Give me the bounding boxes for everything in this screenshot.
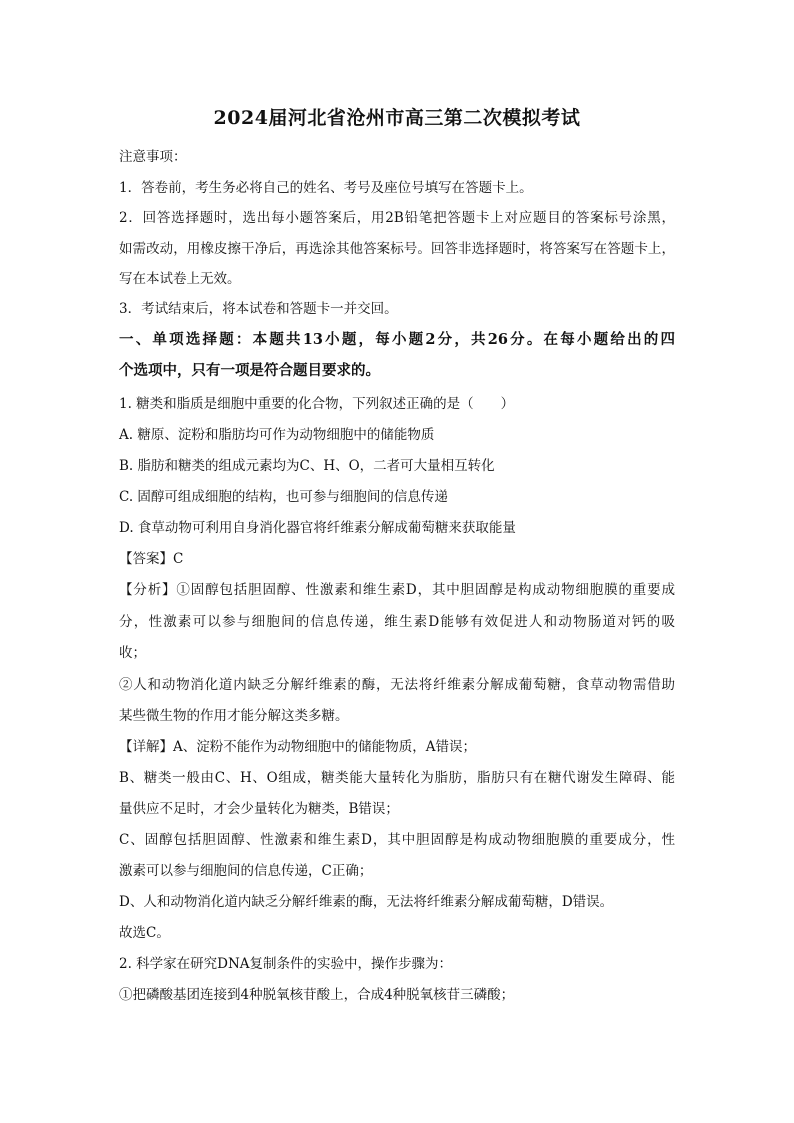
notice-item: 2．回答选择题时，选出每小题答案后，用2B铅笔把答题卡上对应题目的答案标号涂黑， xyxy=(119,210,675,226)
question-stem: 1. 糖类和脂质是细胞中重要的化合物，下列叙述正确的是（ ） xyxy=(119,396,515,412)
analysis-line: 收； xyxy=(119,645,146,661)
analysis-line: 某些微生物的作用才能分解这类多糖。 xyxy=(119,708,349,724)
detail-line: B、糖类一般由C、H、O组成，糖类能大量转化为脂肪，脂肪只有在糖代谢发生障碍、能 xyxy=(119,770,675,786)
detail-line: C、固醇包括胆固醇、性激素和维生素D，其中胆固醇是构成动物细胞膜的重要成分，性 xyxy=(119,832,675,848)
notice-item: 如需改动，用橡皮擦干净后，再选涂其他答案标号。回答非选择题时，将答案写在答题卡上， xyxy=(119,241,675,257)
section-heading: 一、单项选择题：本题共13小题，每小题2分，共26分。在每小题给出的四 xyxy=(119,331,675,348)
section-heading: 个选项中，只有一项是符合题目要求的。 xyxy=(119,362,380,379)
detail-line: 故选C。 xyxy=(119,925,170,941)
detail-line: 激素可以参与细胞间的信息传递，C正确； xyxy=(119,863,373,879)
analysis-line: ②人和动物消化道内缺乏分解纤维素的酶，无法将纤维素分解成葡萄糖，食草动物需借助 xyxy=(119,677,675,693)
answer-label: 【答案】C xyxy=(119,551,184,567)
notice-item: 1．答卷前，考生务必将自己的姓名、考号及座位号填写在答题卡上。 xyxy=(119,180,533,196)
detail-line: D、人和动物消化道内缺乏分解纤维素的酶，无法将纤维素分解成葡萄糖，D错误。 xyxy=(119,894,614,910)
question-stem: 2. 科学家在研究DNA复制条件的实验中，操作步骤为： xyxy=(119,956,453,972)
detail-line: 【详解】A、淀粉不能作为动物细胞中的储能物质，A错误； xyxy=(119,739,476,755)
notice-header: 注意事项： xyxy=(119,149,187,165)
question-option: D. 食草动物可利用自身消化器官将纤维素分解成葡萄糖来获取能量 xyxy=(119,520,516,536)
analysis-line: 【分析】①固醇包括胆固醇、性激素和维生素D，其中胆固醇是构成动物细胞膜的重要成 xyxy=(119,582,675,598)
page-title: 2024届河北省沧州市高三第二次模拟考试 xyxy=(213,107,581,129)
notice-item: 3．考试结束后，将本试卷和答题卡一并交回。 xyxy=(119,301,398,317)
notice-item: 写在本试卷上无效。 xyxy=(119,271,241,287)
detail-line: 量供应不足时，才会少量转化为糖类，B错误； xyxy=(119,801,399,817)
question-step: ①把磷酸基团连接到4种脱氧核苷酸上，合成4种脱氧核苷三磷酸； xyxy=(119,987,515,1003)
question-option: B. 脂肪和糖类的组成元素均为C、H、O，二者可大量相互转化 xyxy=(119,458,495,474)
analysis-line: 分，性激素可以参与细胞间的信息传递，维生素D能够有效促进人和动物肠道对钙的吸 xyxy=(119,614,675,630)
question-option: A. 糖原、淀粉和脂肪均可作为动物细胞中的储能物质 xyxy=(119,427,435,443)
question-option: C. 固醇可组成细胞的结构，也可参与细胞间的信息传递 xyxy=(119,489,448,505)
